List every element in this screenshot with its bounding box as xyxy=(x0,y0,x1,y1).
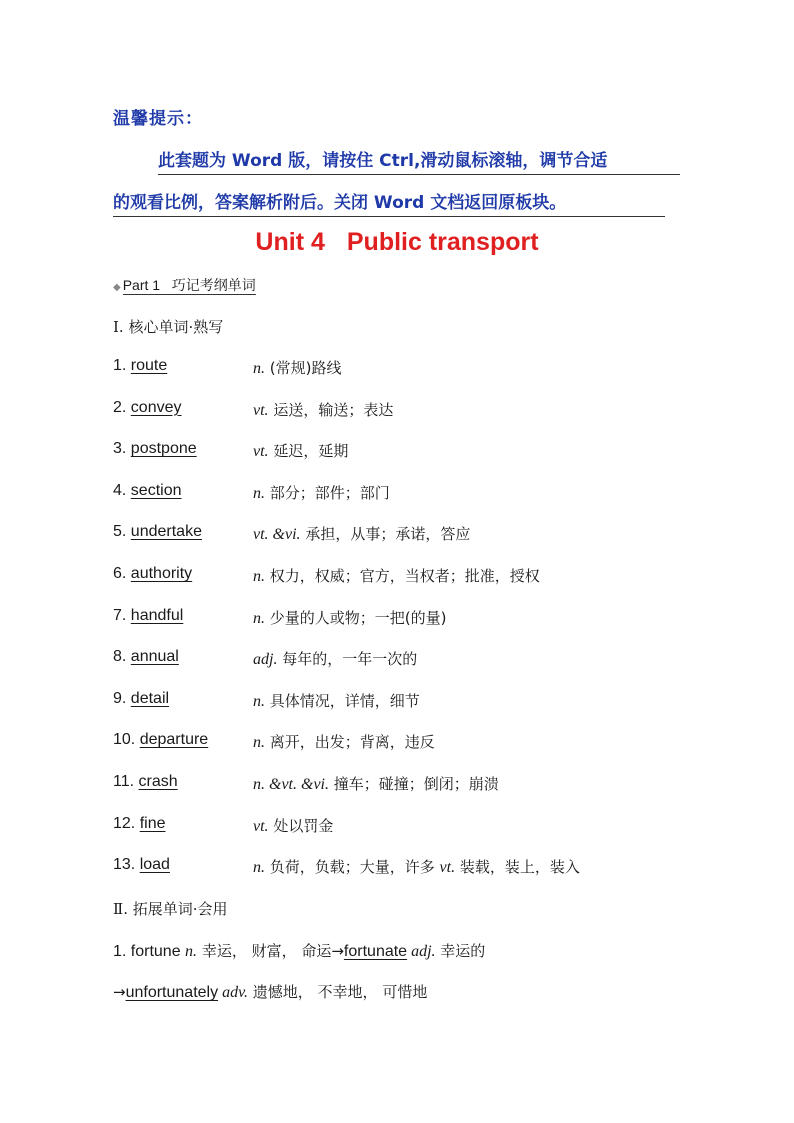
vocab-number: 10. xyxy=(113,731,136,749)
vocab-row xyxy=(113,856,713,880)
vocab-meaning: 撞车；碰撞；倒闭；崩溃 xyxy=(328,775,499,793)
vocab-row xyxy=(113,607,713,631)
vocab-meaning: 权力，权威；官方，当权者；批准，授权 xyxy=(265,567,540,585)
vocab-number: 13. xyxy=(113,856,136,874)
vocab-entry xyxy=(113,773,178,791)
vocab-number: 1. xyxy=(113,357,127,374)
vocab-number: 8. xyxy=(113,648,127,666)
vocab-row xyxy=(113,731,713,755)
section-2-title: Ⅱ. 拓展单词·会用 xyxy=(113,900,228,918)
vocab-row xyxy=(113,565,713,589)
vocab-entry xyxy=(113,399,182,417)
vocab-entry xyxy=(113,357,167,375)
part-of-speech: vt. &vi. xyxy=(253,526,301,544)
vocab-definition xyxy=(253,523,470,544)
vocab-row xyxy=(113,440,713,464)
ext-pos: n. xyxy=(185,943,198,960)
vocab-word: handful xyxy=(130,606,184,624)
part-title: 巧记考纲单词 xyxy=(171,277,256,293)
vocab-word: annual xyxy=(130,648,179,666)
vocab-meaning: 处以罚金 xyxy=(268,816,334,835)
vocab-definition xyxy=(253,815,333,836)
vocab-entry xyxy=(113,565,192,583)
vocab-word: fine xyxy=(139,814,166,832)
part-of-speech: n. xyxy=(253,484,265,502)
vocab-entry xyxy=(113,523,202,541)
vocab-definition xyxy=(253,565,540,586)
part-of-speech: vt. xyxy=(253,817,269,835)
part-of-speech: adj. xyxy=(253,651,278,669)
tip-line-2: 的观看比例，答案解析附后。关闭 Word 文档返回原板块。 xyxy=(113,188,665,217)
part-number: Part 1 xyxy=(122,277,161,293)
vocab-meaning: 每年的，一年一次的 xyxy=(277,650,418,669)
vocab-definition xyxy=(253,690,420,711)
vocab-definition xyxy=(253,773,499,794)
part-of-speech: n. xyxy=(253,734,265,752)
vocab-word: detail xyxy=(130,689,170,707)
extended-line-2 xyxy=(113,981,427,1002)
vocab-word: load xyxy=(139,856,170,874)
vocab-row xyxy=(113,773,713,797)
vocab-meaning: 装载，装上，装入 xyxy=(455,858,580,877)
ext-answer-word: fortunate xyxy=(343,943,408,960)
vocab-number: 9. xyxy=(113,689,127,707)
vocab-word: convey xyxy=(130,398,182,416)
unit-number: Unit 4 xyxy=(255,228,325,256)
vocab-number: 12. xyxy=(113,814,136,832)
vocab-number: 7. xyxy=(113,606,127,624)
vocab-meaning: 承担，从事；承诺，答应 xyxy=(300,525,471,544)
vocab-row xyxy=(113,357,713,381)
vocab-word: postpone xyxy=(130,440,197,458)
part-label xyxy=(113,275,256,295)
vocab-row xyxy=(113,690,713,714)
vocab-meaning: (常规)路线 xyxy=(265,359,342,377)
vocab-entry xyxy=(113,648,179,666)
vocab-meaning: 运送，输送；表达 xyxy=(268,400,394,419)
unit-title xyxy=(0,228,794,257)
vocab-number: 6. xyxy=(113,565,127,582)
vocab-definition xyxy=(253,856,580,877)
vocab-word: departure xyxy=(139,731,209,749)
vocab-meaning: 离开，出发；背离，违反 xyxy=(265,733,435,752)
vocab-definition xyxy=(253,648,417,669)
ext-pos-3: adv. xyxy=(218,984,249,1001)
vocab-meaning: 部分；部件；部门 xyxy=(265,483,390,502)
vocab-number: 3. xyxy=(113,440,127,458)
vocab-meaning: 延迟，延期 xyxy=(268,442,349,461)
vocab-definition xyxy=(253,357,341,378)
vocab-number: 11. xyxy=(113,773,135,790)
vocab-word: route xyxy=(130,357,168,374)
vocab-number: 2. xyxy=(113,398,127,416)
vocab-entry xyxy=(113,607,183,625)
vocab-row xyxy=(113,482,713,506)
vocab-entry xyxy=(113,815,166,833)
vocab-definition xyxy=(253,482,390,503)
vocab-word: crash xyxy=(138,773,178,790)
ext-meaning-2: 幸运的 xyxy=(435,942,486,960)
part-of-speech: n. &vt. &vi. xyxy=(253,776,329,793)
vocab-definition xyxy=(253,607,446,628)
extended-line-1 xyxy=(113,940,485,961)
vocab-word: authority xyxy=(130,565,193,582)
vocab-definition xyxy=(253,731,435,752)
part-of-speech: n. xyxy=(253,692,265,710)
part-of-speech: n. xyxy=(253,609,265,627)
vocab-number: 5. xyxy=(113,523,127,541)
part-of-speech: n. xyxy=(253,568,265,585)
vocab-entry xyxy=(113,482,182,500)
vocab-number: 4. xyxy=(113,481,127,499)
unit-name: Public transport xyxy=(346,228,539,256)
vocab-definition xyxy=(253,399,393,420)
ext-prefix: 1. fortune xyxy=(113,943,186,960)
tip-heading: 温馨提示： xyxy=(113,109,203,129)
ext-pos-2: adj. xyxy=(407,943,436,960)
tip-line-1: 此套题为 Word 版，请按住 Ctrl,滑动鼠标滚轴，调节合适 xyxy=(158,146,680,175)
section-1-title: Ⅰ. 核心单词·熟写 xyxy=(113,318,224,336)
part-of-speech: n. xyxy=(253,859,265,877)
vocab-entry xyxy=(113,731,208,749)
vocab-meaning: 具体情况，详情，细节 xyxy=(265,691,420,710)
part-of-speech: vt. xyxy=(253,401,269,419)
vocab-row xyxy=(113,815,713,839)
vocab-definition xyxy=(253,440,348,461)
ext-answer-word-2: unfortunately xyxy=(125,984,219,1001)
part-of-speech: vt. xyxy=(253,443,269,461)
vocab-word: section xyxy=(130,481,182,499)
vocab-entry xyxy=(113,440,197,458)
vocab-meaning: 负荷，负载；大量，许多 xyxy=(265,858,440,877)
vocab-word: undertake xyxy=(130,523,202,541)
part-of-speech: n. xyxy=(253,360,265,377)
vocab-entry xyxy=(113,690,169,708)
diamond-icon: ◆ xyxy=(113,282,121,293)
ext-meaning-3: 遗憾地， 不幸地， 可惜地 xyxy=(248,983,428,1001)
vocab-row xyxy=(113,523,713,547)
arrow-icon: → xyxy=(113,983,126,1001)
part-of-speech: vt. xyxy=(439,859,456,877)
vocab-entry xyxy=(113,856,170,874)
vocab-row xyxy=(113,399,713,423)
ext-meaning: 幸运， 财富， 命运→ xyxy=(197,942,344,960)
vocab-row xyxy=(113,648,713,672)
vocab-meaning: 少量的人或物；一把(的量) xyxy=(265,608,447,627)
